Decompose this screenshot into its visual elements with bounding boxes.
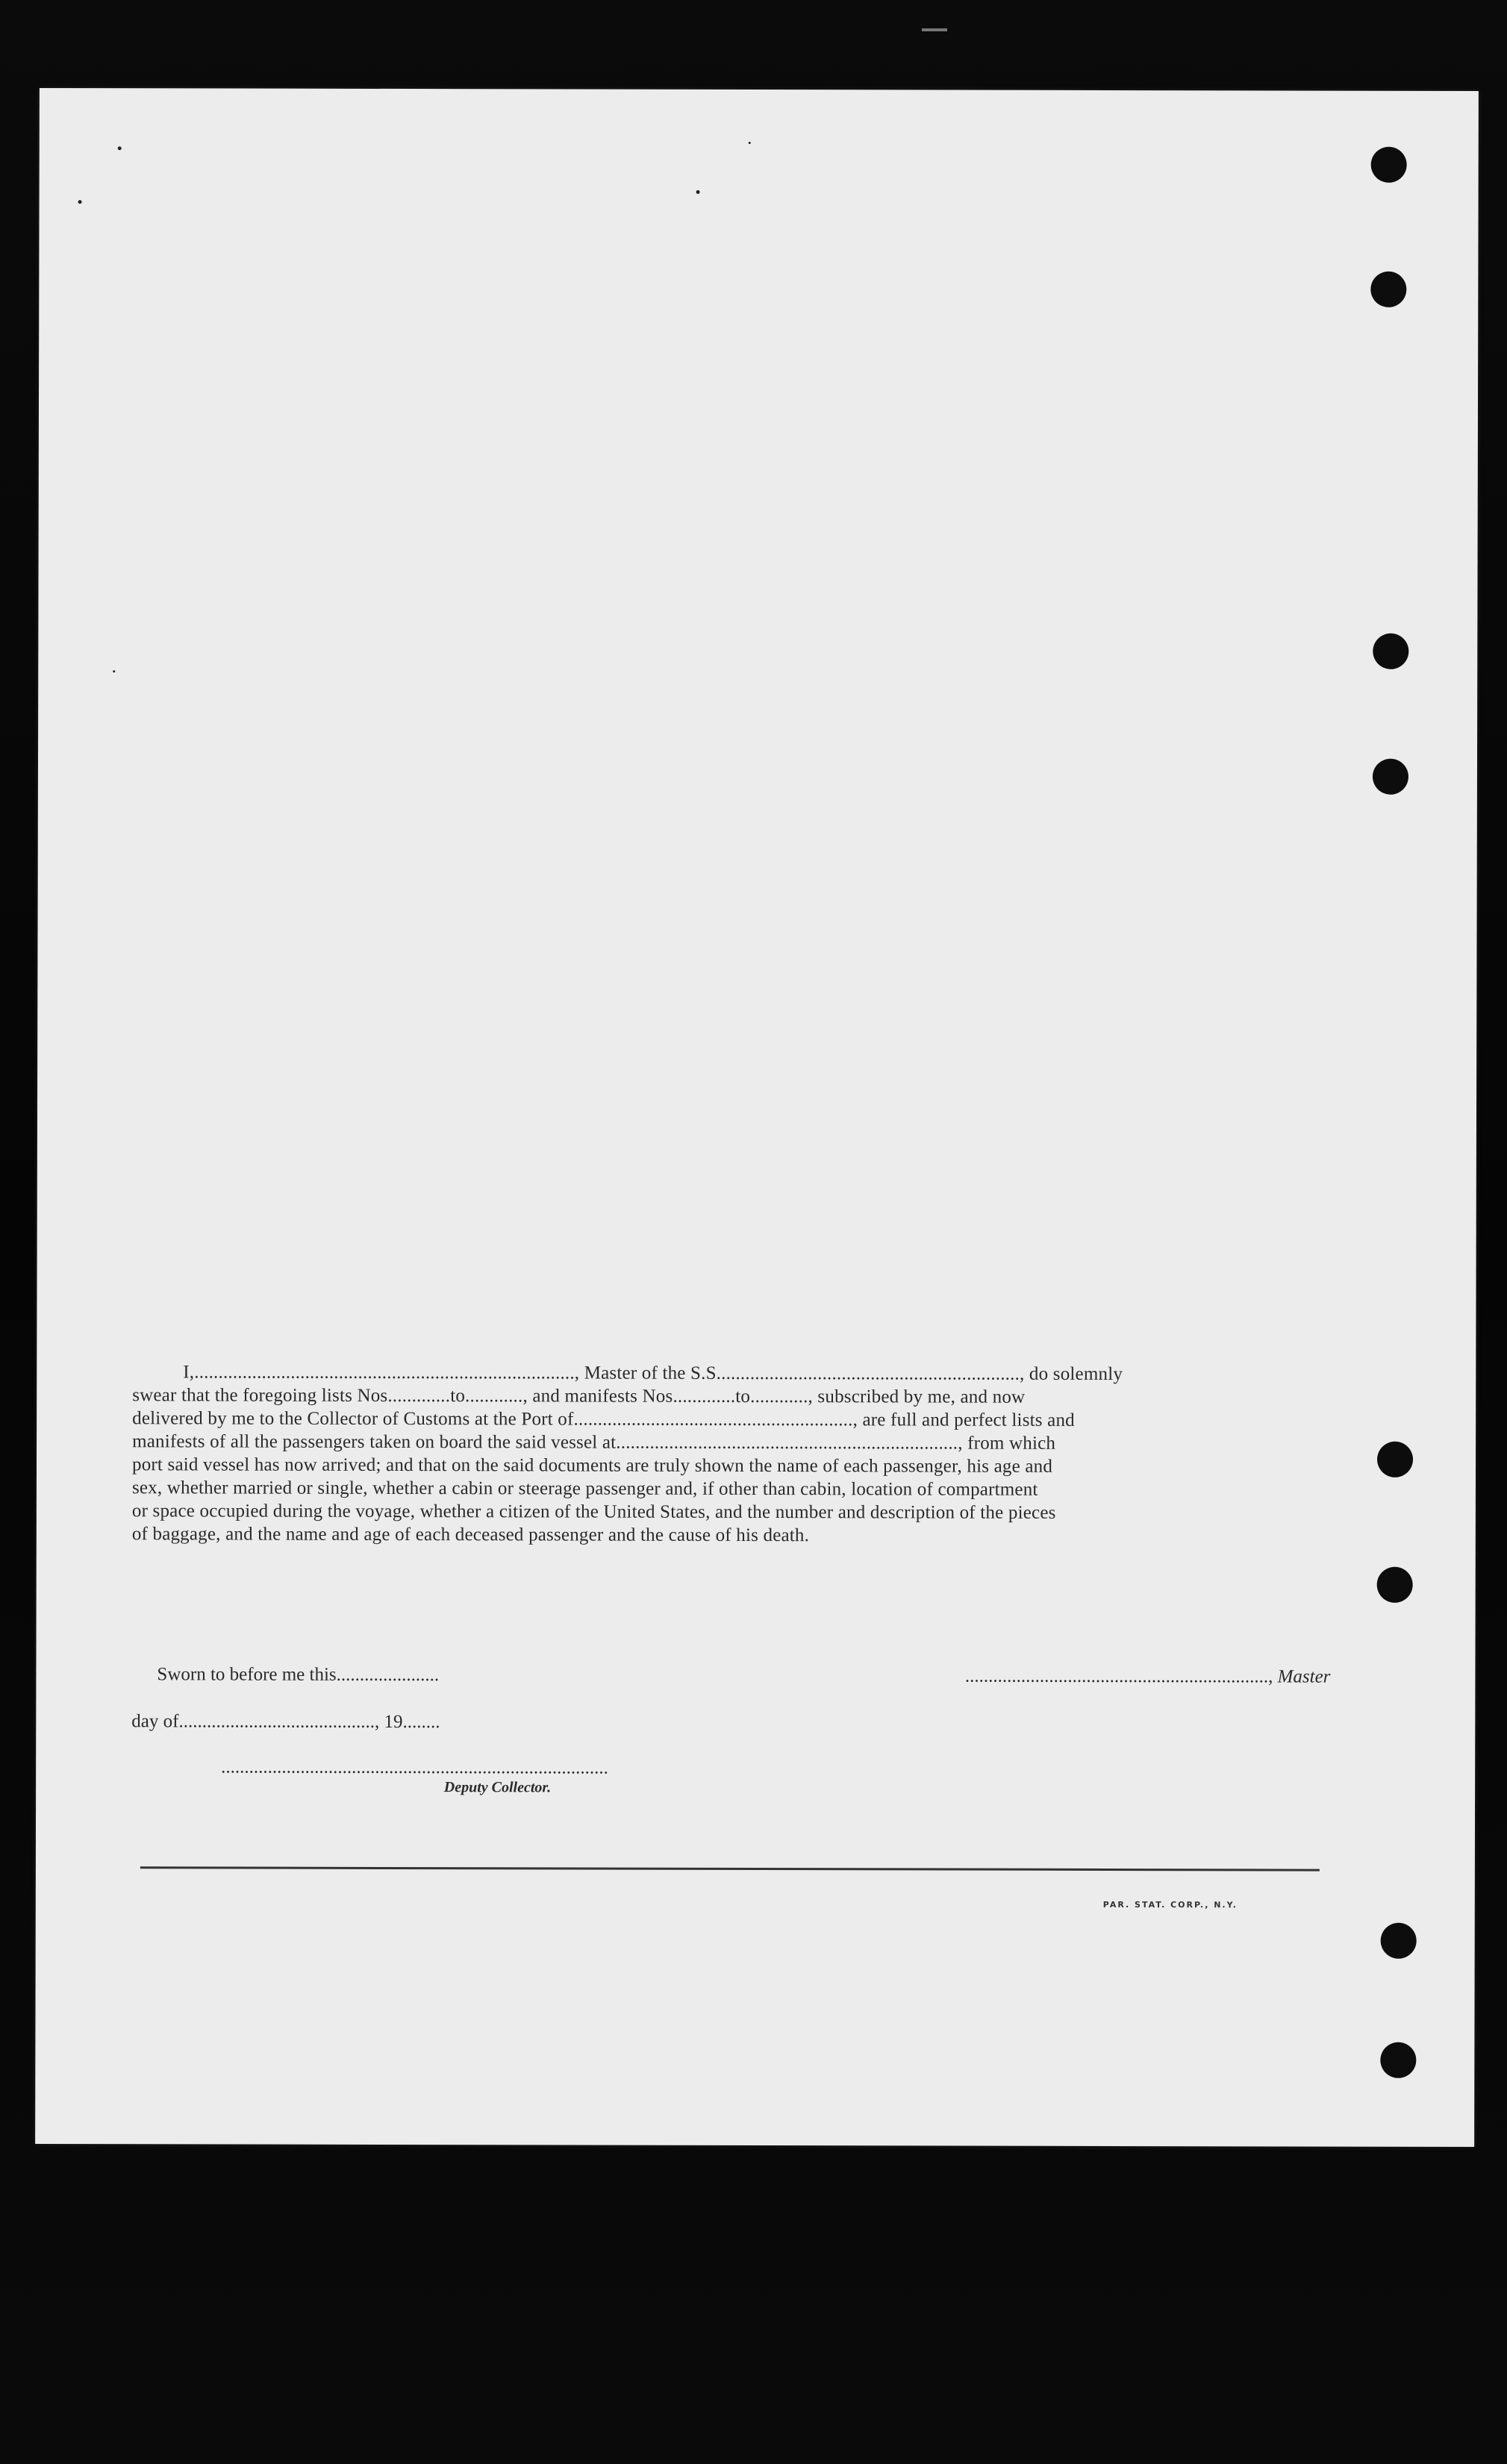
master-dots: ................................................................., [964,1666,1273,1687]
oath-line: port said vessel has now arrived; and that on the said documents are truly shown the name of each passenger, his age and [131,1454,1053,1477]
speck [113,670,115,672]
horizontal-rule [140,1866,1320,1871]
oath-line: manifests of all the passengers taken on board the said vessel at......................................................................., from which [132,1431,1056,1454]
speck [749,142,751,144]
scan-mark [922,28,947,31]
oath-line: sex, whether married or single, whether a cabin or steerage passenger and, if other than cabin, location of compartment [131,1478,1038,1500]
punch-hole [1377,1567,1413,1603]
oath-paragraph [132,1360,1332,1548]
oath-line: delivered by me to the Collector of Customs at the Port of.........................................................., are full and perfect lists and [132,1408,1075,1430]
speck [118,146,122,150]
oath-line: I,..............................................................................., Master of the S.S..............................................................., do solemnly [183,1362,1123,1385]
master-signature-line [965,1666,1331,1688]
punch-hole [1373,759,1408,795]
printer-imprint: PAR. STAT. CORP., N.Y. [1102,1899,1238,1910]
sworn-text: Sworn to before me this...................... [157,1664,440,1686]
punch-hole [1381,1923,1417,1959]
oath-line: or space occupied during the voyage, whether a citizen of the United States, and the number and description of the pieces [131,1501,1056,1523]
punch-hole [1373,634,1408,669]
speck [78,200,82,204]
speck [696,190,700,194]
deputy-collector-label: Deputy Collector. [443,1779,552,1796]
punch-hole [1377,1442,1413,1478]
sworn-row [131,1664,1331,1687]
punch-hole [1380,2042,1416,2078]
day-line: day of.........................................., 19........ [131,1711,440,1733]
document-page [35,88,1479,2147]
punch-hole [1370,272,1406,307]
oath-line: swear that the foregoing lists Nos.............to............, and manifests Nos.............to............, subscribed by me, and now [132,1385,1026,1407]
punch-hole [1371,147,1407,183]
oath-line: of baggage, and the name and age of each deceased passenger and the cause of his death. [131,1524,810,1546]
deputy-signature-line: ................................................................................... [221,1757,608,1778]
master-label: Master [1277,1666,1331,1687]
